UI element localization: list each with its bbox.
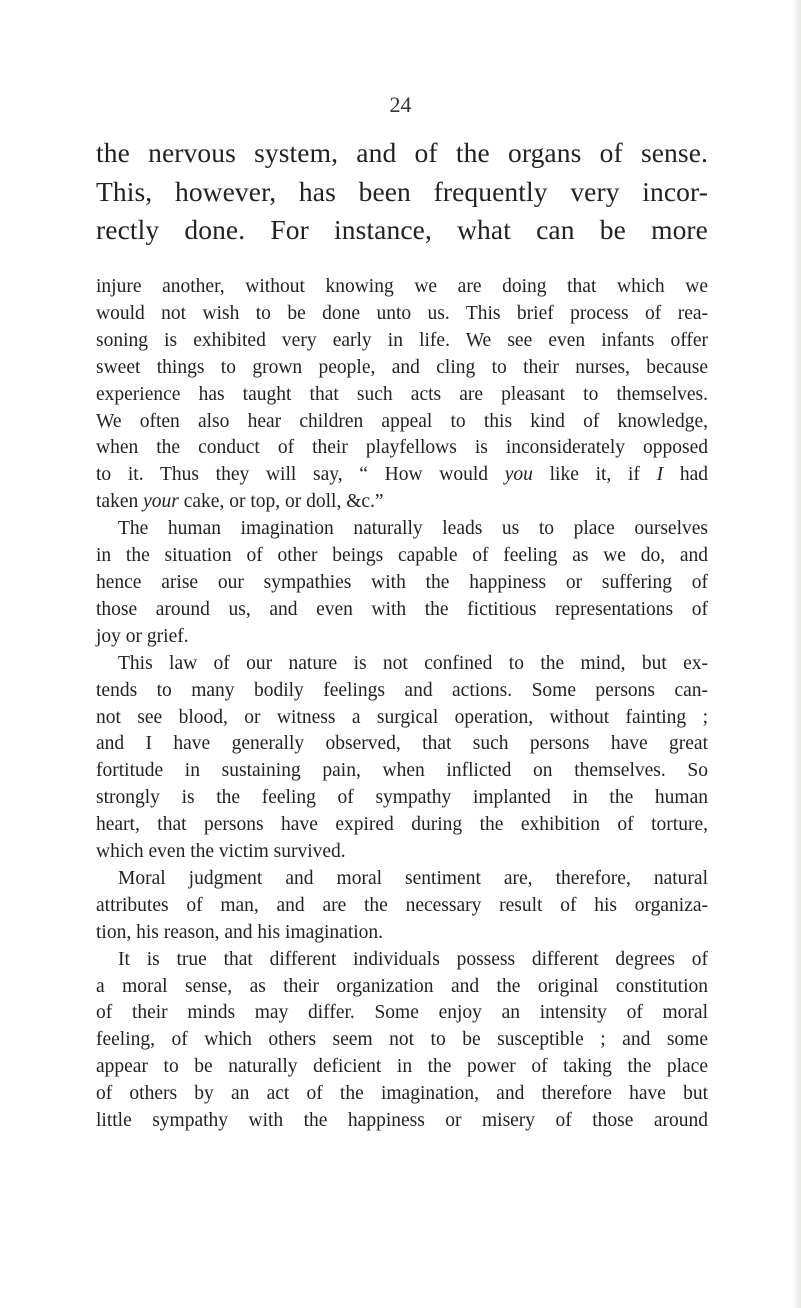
text-line: little sympathy with the happiness or misery of those around: [96, 1110, 708, 1132]
text-line: This law of our nature is not confined to the mind, but ex-: [118, 652, 708, 674]
text-line: which even the victim survived.: [96, 841, 346, 863]
text-line: of their minds may differ. Some enjoy an intensity of moral: [96, 1002, 708, 1024]
text-line: would not wish to be done unto us. This brief process of rea-: [96, 302, 708, 324]
text-line: a moral sense, as their organization and the original constitution: [96, 975, 708, 997]
text-line: feeling, of which others seem not to be susceptible ; and some: [96, 1029, 708, 1051]
text-line: This, however, has been frequently very incor-: [96, 175, 708, 207]
text-line: the nervous system, and of the organs of sense.: [96, 137, 708, 168]
text-line: experience has taught that such acts are pleasant to themselves.: [96, 383, 708, 405]
large-type-passage: [96, 134, 708, 250]
text-line: hence arise our sympathies with the happiness or suffering of: [96, 571, 708, 593]
text-line: The human imagination naturally leads us to place ourselves: [118, 518, 708, 540]
text-line: heart, that persons have expired during the exhibition of torture,: [96, 814, 708, 836]
text-line: taken your cake, or top, or doll, &c.”: [96, 491, 384, 513]
text-line: rectly done. For instance, what can be more: [96, 214, 708, 245]
text-line: of others by an act of the imagination, and therefore have but: [96, 1083, 708, 1105]
text-line: injure another, without knowing we are doing that which we: [96, 276, 708, 297]
small-type-passage: [96, 274, 708, 1135]
text-line: soning is exhibited very early in life. We see even infants offer: [96, 329, 708, 351]
text-line: in the situation of other beings capable of feeling as we do, and: [96, 545, 708, 567]
text-line: not see blood, or witness a surgical operation, without fainting ;: [96, 706, 708, 728]
text-line: appear to be naturally deficient in the power of taking the place: [96, 1056, 708, 1078]
text-line: We often also hear children appeal to this kind of knowledge,: [96, 410, 708, 432]
text-line: sweet things to grown people, and cling to their nurses, because: [96, 356, 708, 378]
text-line: tion, his reason, and his imagination.: [96, 921, 384, 943]
text-line: and I have generally observed, that such persons have great: [96, 733, 708, 755]
text-line: those around us, and even with the fictitious representations of: [96, 598, 708, 620]
text-line: attributes of man, and are the necessary result of his organiza-: [96, 894, 708, 916]
text-line: strongly is the feeling of sympathy implanted in the human: [96, 787, 708, 809]
text-line: when the conduct of their playfellows is inconsiderately opposed: [96, 437, 708, 459]
text-line: It is true that different individuals possess different degrees of: [118, 948, 708, 970]
text-line: to it. Thus they will say, “ How would you like it, if I had: [96, 464, 709, 486]
text-line: tends to many bodily feelings and actions. Some persons can-: [96, 679, 708, 701]
page-edge-shadow: [791, 0, 801, 1308]
page-number: 24: [389, 92, 412, 117]
text-line: joy or grief.: [96, 625, 189, 647]
text-line: fortitude in sustaining pain, when inflicted on themselves. So: [96, 760, 708, 782]
text-line: Moral judgment and moral sentiment are, therefore, natural: [118, 867, 708, 889]
